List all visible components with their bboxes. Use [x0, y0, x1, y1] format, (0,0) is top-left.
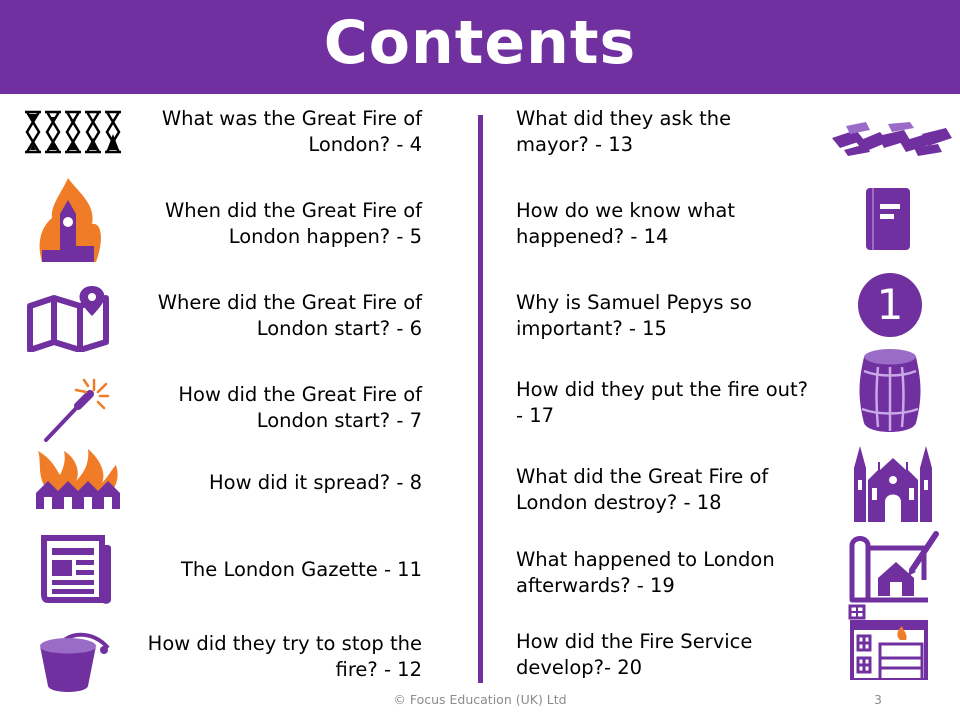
contents-item-line: What happened to London — [516, 548, 775, 571]
contents-item-line: London happen? - 5 — [228, 225, 422, 248]
contents-item-4[interactable] — [122, 106, 422, 158]
contents-item-line: fire? - 12 — [335, 658, 422, 681]
contents-item-line: How did they try to stop the — [147, 632, 422, 655]
newspaper-icon — [40, 534, 112, 604]
contents-item-line: What was the Great Fire of — [161, 107, 422, 130]
contents-item-13[interactable] — [516, 106, 834, 158]
fire-station-icon — [848, 604, 930, 680]
contents-item-line: How did the Great Fire of — [178, 383, 422, 406]
contents-item-line: What did they ask the — [516, 107, 732, 130]
number-one-icon: 1 — [858, 273, 922, 337]
contents-item-line: important? - 15 — [516, 317, 667, 340]
house-blueprint-icon — [848, 530, 940, 604]
contents-item-5[interactable] — [122, 198, 422, 250]
contents-item-7[interactable] — [122, 382, 422, 434]
contents-item-line: When did the Great Fire of — [164, 199, 422, 222]
contents-item-line: London destroy? - 18 — [516, 491, 722, 514]
contents-item-line: How did the Fire Service — [516, 630, 753, 653]
contents-item-line: How did it spread? - 8 — [208, 471, 422, 494]
contents-item-11[interactable] — [122, 557, 422, 583]
contents-item-18[interactable] — [516, 464, 834, 516]
burning-houses-icon — [34, 447, 120, 511]
money-bills-icon — [830, 122, 952, 156]
contents-item-8[interactable] — [122, 470, 422, 496]
contents-item-line: London? - 4 — [308, 133, 422, 156]
cathedral-icon — [854, 446, 932, 522]
map-pin-icon — [26, 286, 110, 352]
contents-item-17[interactable] — [516, 377, 834, 429]
page-title: Contents — [323, 8, 637, 78]
diary-book-icon — [864, 186, 912, 252]
contents-item-20[interactable] — [516, 629, 834, 681]
contents-item-19[interactable] — [516, 547, 834, 599]
contents-item-14[interactable] — [516, 198, 834, 250]
contents-item-line: Why is Samuel Pepys so — [516, 291, 752, 314]
contents-item-line: - 17 — [516, 404, 555, 427]
page-number: 3 — [874, 692, 882, 707]
bucket-icon — [38, 628, 112, 694]
header-bar — [0, 0, 960, 94]
contents-item-15[interactable] — [516, 290, 834, 342]
contents-item-6[interactable] — [122, 290, 422, 342]
sparkler-icon — [42, 378, 110, 442]
contents-item-line: afterwards? - 19 — [516, 574, 675, 597]
big-ben-fire-icon — [38, 178, 104, 264]
contents-item-line: London start? - 7 — [256, 409, 422, 432]
footer-copyright: © Focus Education (UK) Ltd — [393, 692, 567, 707]
contents-item-line: develop?- 20 — [516, 656, 643, 679]
contents-item-line: mayor? - 13 — [516, 133, 634, 156]
contents-item-12[interactable] — [122, 631, 422, 683]
contents-item-line: How did they put the fire out? — [516, 378, 808, 401]
contents-item-line: happened? - 14 — [516, 225, 669, 248]
contents-item-line: What did the Great Fire of — [516, 465, 769, 488]
contents-item-line: London start? - 6 — [256, 317, 422, 340]
column-divider — [478, 115, 483, 683]
hourglass-icon — [24, 110, 122, 154]
contents-item-line: The London Gazette - 11 — [181, 558, 422, 581]
contents-item-line: How do we know what — [516, 199, 736, 222]
barrel-icon — [858, 347, 922, 433]
contents-item-line: Where did the Great Fire of — [157, 291, 422, 314]
